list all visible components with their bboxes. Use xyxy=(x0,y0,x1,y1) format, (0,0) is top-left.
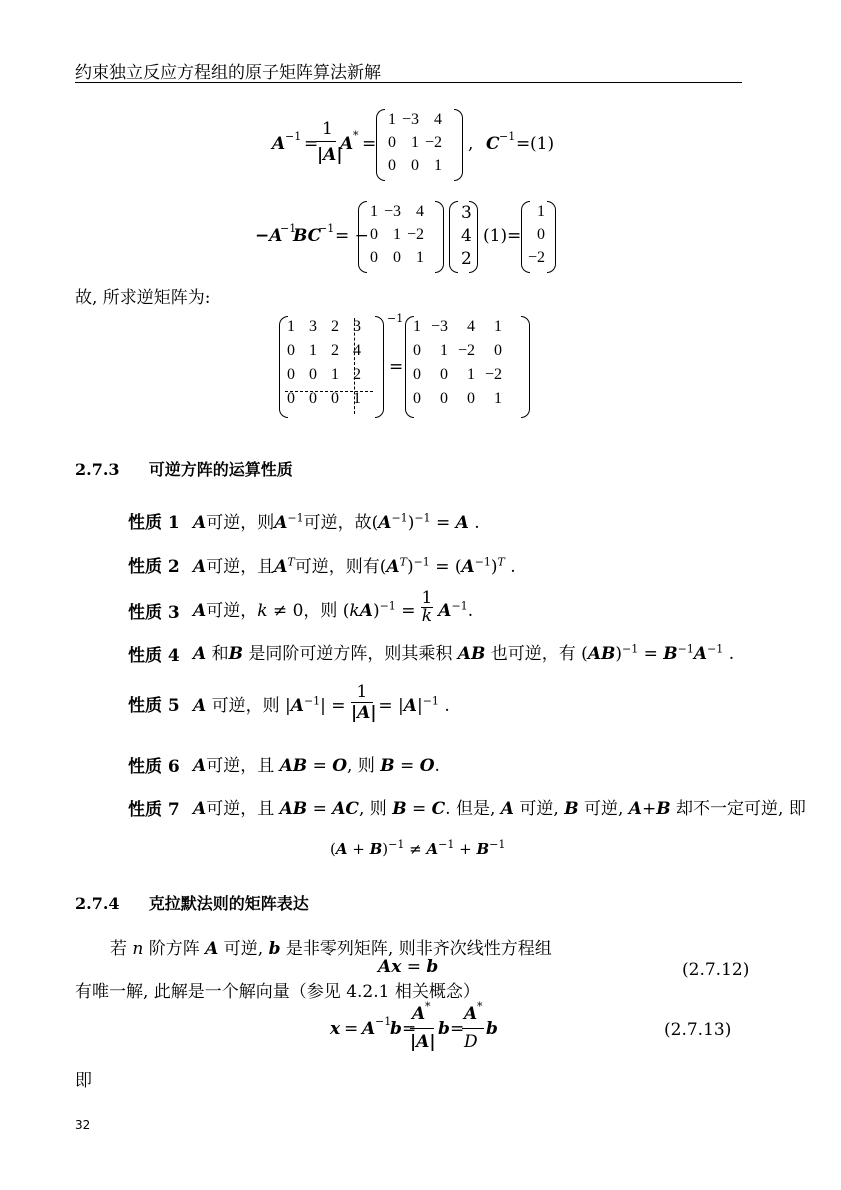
paragraph-ji: 即 xyxy=(75,1071,92,1091)
equation-number-13: (2.7.13) xyxy=(664,1020,732,1040)
block-inverse-matrix-cell: 0 xyxy=(440,366,448,383)
a-inverse-matrix-cell: 1 xyxy=(411,134,419,151)
page-number: 32 xyxy=(75,1118,91,1132)
property-7-text: A可逆，且 AB = AC, 则 B = C. 但是, A 可逆, B 可逆, A+B 却不一定可逆, 即 xyxy=(193,799,806,819)
paragraph-cramer-intro: 若 n 阶方阵 A 可逆, b 是非零列矩阵, 则非齐次线性方程组 xyxy=(110,939,552,959)
block-matrix-cell: 2 xyxy=(331,342,339,359)
property-5-label: 性质 5 xyxy=(128,696,180,716)
block-matrix-cell: 1 xyxy=(353,390,361,407)
a-inverse-matrix-cell: 0 xyxy=(370,249,378,266)
block-matrix-cell: 4 xyxy=(353,342,361,359)
a-inverse-matrix-cell: 1 xyxy=(416,249,424,266)
block-matrix-cell: 2 xyxy=(331,318,339,335)
block-inverse-matrix-cell: −2 xyxy=(484,366,502,383)
equation-number-12: (2.7.12) xyxy=(682,960,750,980)
conclusion-text: 故, 所求逆矩阵为: xyxy=(75,288,211,308)
block-matrix-cell: 0 xyxy=(287,366,295,383)
block-inverse-matrix-cell: 1 xyxy=(494,318,502,335)
block-matrix-cell: 0 xyxy=(309,366,317,383)
paragraph-unique-solution: 有唯一解, 此解是一个解向量（参见 4.2.1 相关概念） xyxy=(75,982,480,1002)
a-inverse-matrix-cell: 1 xyxy=(388,111,396,128)
a-inverse-matrix-cell: 4 xyxy=(416,203,424,220)
block-inverse-matrix-cell: 0 xyxy=(413,366,421,383)
a-inverse-matrix-cell: −3 xyxy=(383,203,401,220)
equation-minus-abc: −A −1 BC −1 = − 1 −3 4 0 1 −2 0 0 1 3 4 2 (1) = 1 0 −2 xyxy=(255,197,565,277)
a-inverse-matrix-cell: −3 xyxy=(401,111,419,128)
block-inverse-matrix-cell: 0 xyxy=(413,342,421,359)
block-matrix-cell: 3 xyxy=(353,318,361,335)
section-number: 2.7.3 xyxy=(75,460,120,479)
block-matrix-cell: 0 xyxy=(287,390,295,407)
block-inverse-matrix-cell: 1 xyxy=(440,342,448,359)
block-inverse-matrix-cell: −2 xyxy=(457,342,475,359)
equation-ax-b: Ax = b xyxy=(378,957,439,977)
a-inverse-matrix-cell: 0 xyxy=(388,134,396,151)
block-matrix-cell: 1 xyxy=(309,342,317,359)
section-title: 克拉默法则的矩阵表达 xyxy=(148,894,309,913)
header-rule xyxy=(75,82,742,83)
block-matrix-cell: 1 xyxy=(331,366,339,383)
a-inverse-matrix-cell: 0 xyxy=(411,157,419,174)
property-6-label: 性质 6 xyxy=(128,757,180,777)
a-inverse-matrix-cell: 0 xyxy=(388,157,396,174)
result-vector-cell: 1 xyxy=(537,203,545,220)
block-inverse-matrix-cell: −3 xyxy=(430,318,448,335)
equation-a-inverse: A −1 = 1 |A| A * = 1 −3 4 0 1 −2 0 0 1 , C −1 = (1) xyxy=(270,105,560,185)
block-inverse-matrix-cell: 0 xyxy=(440,390,448,407)
property-3-label: 性质 3 xyxy=(128,603,180,623)
block-matrix-cell: 1 xyxy=(287,318,295,335)
running-header: 约束独立反应方程组的原子矩阵算法新解 xyxy=(75,63,381,83)
section-title: 可逆方阵的运算性质 xyxy=(148,460,293,479)
property-2-label: 性质 2 xyxy=(128,557,180,577)
property-3-text: A可逆，k ≠ 0，则 $(kA)^{-1} = \frac{1}{k} A^{-1}$. xyxy=(193,588,474,626)
block-inverse-matrix-cell: 0 xyxy=(467,390,475,407)
block-inverse-matrix-cell: 0 xyxy=(413,390,421,407)
property-2-text: A可逆，且$A^T$可逆，则有$(A^T)^{-1} = (A^{-1})^T$ . xyxy=(193,555,516,577)
property-6-text: A可逆，且 AB = O, 则 B = O. xyxy=(193,756,440,776)
block-inverse-matrix-cell: 1 xyxy=(494,390,502,407)
property-4-label: 性质 4 xyxy=(128,646,180,666)
a-inverse-matrix-cell: 0 xyxy=(393,249,401,266)
block-matrix-cell: 0 xyxy=(287,342,295,359)
a-inverse-matrix-cell: −2 xyxy=(424,134,442,151)
block-matrix-cell: 2 xyxy=(353,366,361,383)
property-5-text: A 可逆，则 $|A^{-1}| = \frac{1}{|A|} = |A|^{-1}$ . xyxy=(193,682,450,723)
a-inverse-matrix-cell: 4 xyxy=(434,111,442,128)
block-matrix-cell: 0 xyxy=(331,390,339,407)
a-inverse-matrix-cell: 1 xyxy=(393,226,401,243)
equation-x-solution: x = A −1 b = A * |A| b = A * D b xyxy=(330,1000,498,1052)
a-inverse-matrix-cell: −2 xyxy=(406,226,424,243)
property-7-formula: $(A + B)^{-1} \ne A^{-1} + B^{-1}$ xyxy=(330,838,506,858)
block-matrix-cell: 0 xyxy=(309,390,317,407)
block-inverse-matrix-cell: 1 xyxy=(413,318,421,335)
section-number: 2.7.4 xyxy=(75,894,120,913)
section-2-7-4-heading xyxy=(75,891,309,914)
result-vector-cell: 0 xyxy=(537,226,545,243)
a-inverse-matrix-cell: 0 xyxy=(370,226,378,243)
result-vector-cell: −2 xyxy=(527,249,545,266)
a-inverse-matrix-cell: 1 xyxy=(434,157,442,174)
equation-block-inverse: 1 3 2 3 0 1 2 4 0 0 1 2 0 0 0 1 −1 = 1 −3 4 1 0 1 −2 0 0 0 1 −2 0 0 0 1 xyxy=(275,312,545,420)
block-inverse-matrix-cell: 4 xyxy=(467,318,475,335)
property-7-label: 性质 7 xyxy=(128,800,180,820)
a-inverse-matrix-cell: 1 xyxy=(370,203,378,220)
block-matrix-cell: 3 xyxy=(309,318,317,335)
section-2-7-3-heading xyxy=(75,457,293,480)
property-1-text: A可逆，则$A^{-1}$可逆，故$(A^{-1})^{-1} = A$ . xyxy=(193,511,480,533)
property-1-label: 性质 1 xyxy=(128,513,180,533)
block-inverse-matrix-cell: 1 xyxy=(467,366,475,383)
property-4-text: A 和B 是同阶可逆方阵，则其乘积 AB 也可逆，有 $(AB)^{-1} = B^{-1}A^{-1}$ . xyxy=(193,642,735,664)
block-inverse-matrix-cell: 0 xyxy=(494,342,502,359)
